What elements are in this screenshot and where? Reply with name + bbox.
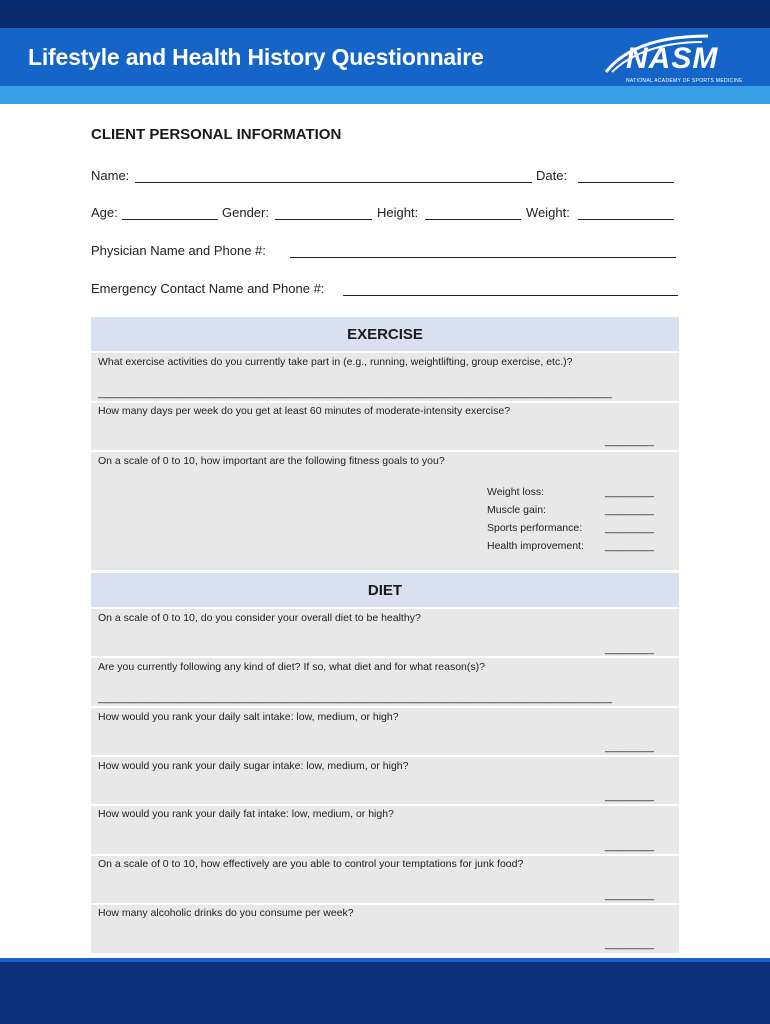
footer-bar bbox=[0, 962, 770, 1024]
weight-label: Weight: bbox=[526, 205, 570, 220]
height-label: Height: bbox=[377, 205, 419, 220]
nasm-logo bbox=[598, 32, 743, 84]
exercise-q3: On a scale of 0 to 10, how important are the following fitness goals to you? bbox=[98, 455, 445, 467]
diet-q4-answer[interactable]: ________ bbox=[605, 790, 654, 802]
goal-health-improvement-answer[interactable]: ________ bbox=[605, 540, 654, 552]
goal-health-improvement-label: Health improvement: bbox=[487, 540, 584, 552]
diet-q2-answer[interactable]: ____________________________________________________________________________________ bbox=[98, 692, 612, 704]
diet-q5: How would you rank your daily fat intake: low, medium, or high? bbox=[98, 808, 394, 820]
goal-weight-loss-answer[interactable]: ________ bbox=[605, 486, 654, 498]
diet-q1: On a scale of 0 to 10, do you consider your overall diet to be healthy? bbox=[98, 612, 421, 624]
exercise-q1-answer[interactable]: ____________________________________________________________________________________ bbox=[98, 387, 612, 399]
diet-q1-answer[interactable]: ________ bbox=[605, 643, 654, 655]
diet-q6: On a scale of 0 to 10, how effectively are you able to control your temptations for junk food? bbox=[98, 858, 524, 870]
goal-muscle-gain-label: Muscle gain: bbox=[487, 504, 546, 516]
physician-field[interactable] bbox=[290, 257, 676, 258]
logo-subtitle: NATIONAL ACADEMY OF SPORTS MEDICINE bbox=[626, 78, 743, 84]
diet-q5-answer[interactable]: ________ bbox=[605, 840, 654, 852]
diet-q2: Are you currently following any kind of diet? If so, what diet and for what reason(s)? bbox=[98, 661, 485, 673]
age-label: Age: bbox=[91, 205, 118, 220]
exercise-q2-answer[interactable]: ________ bbox=[605, 435, 654, 447]
personal-info-heading: CLIENT PERSONAL INFORMATION bbox=[91, 126, 342, 143]
gender-label: Gender: bbox=[222, 205, 269, 220]
exercise-q1: What exercise activities do you currently take part in (e.g., running, weightlifting, group exercise, etc.)? bbox=[98, 356, 573, 368]
logo-wordmark: NASM bbox=[626, 42, 719, 75]
emergency-field[interactable] bbox=[343, 295, 678, 296]
diet-heading: DIET bbox=[367, 582, 403, 599]
top-strip bbox=[0, 0, 770, 28]
name-field[interactable] bbox=[135, 182, 532, 183]
exercise-heading: EXERCISE bbox=[347, 326, 423, 343]
exercise-q2: How many days per week do you get at least 60 minutes of moderate-intensity exercise? bbox=[98, 405, 511, 417]
weight-field[interactable] bbox=[578, 219, 674, 220]
goal-sports-performance-label: Sports performance: bbox=[487, 522, 583, 534]
diet-q3: How would you rank your daily salt intake: low, medium, or high? bbox=[98, 711, 399, 723]
header-accent-bar bbox=[0, 86, 770, 104]
goal-weight-loss-label: Weight loss: bbox=[487, 486, 544, 498]
exercise-header bbox=[91, 317, 679, 351]
diet-q4: How would you rank your daily sugar intake: low, medium, or high? bbox=[98, 760, 409, 772]
diet-header bbox=[91, 573, 679, 607]
diet-q6-answer[interactable]: ________ bbox=[605, 889, 654, 901]
date-field[interactable] bbox=[578, 182, 674, 183]
goal-muscle-gain-answer[interactable]: ________ bbox=[605, 504, 654, 516]
date-label: Date: bbox=[536, 168, 568, 183]
emergency-label: Emergency Contact Name and Phone #: bbox=[91, 281, 325, 296]
height-field[interactable] bbox=[425, 219, 521, 220]
diet-q7-answer[interactable]: ________ bbox=[605, 938, 654, 950]
diet-q7: How many alcoholic drinks do you consume per week? bbox=[98, 907, 354, 919]
age-field[interactable] bbox=[122, 219, 218, 220]
goal-sports-performance-answer[interactable]: ________ bbox=[605, 522, 654, 534]
page-title: Lifestyle and Health History Questionnaire bbox=[28, 44, 484, 70]
diet-q3-answer[interactable]: ________ bbox=[605, 741, 654, 753]
gender-field[interactable] bbox=[275, 219, 372, 220]
physician-label: Physician Name and Phone #: bbox=[91, 243, 266, 258]
exercise-question-row bbox=[91, 452, 679, 570]
name-label: Name: bbox=[91, 168, 130, 183]
